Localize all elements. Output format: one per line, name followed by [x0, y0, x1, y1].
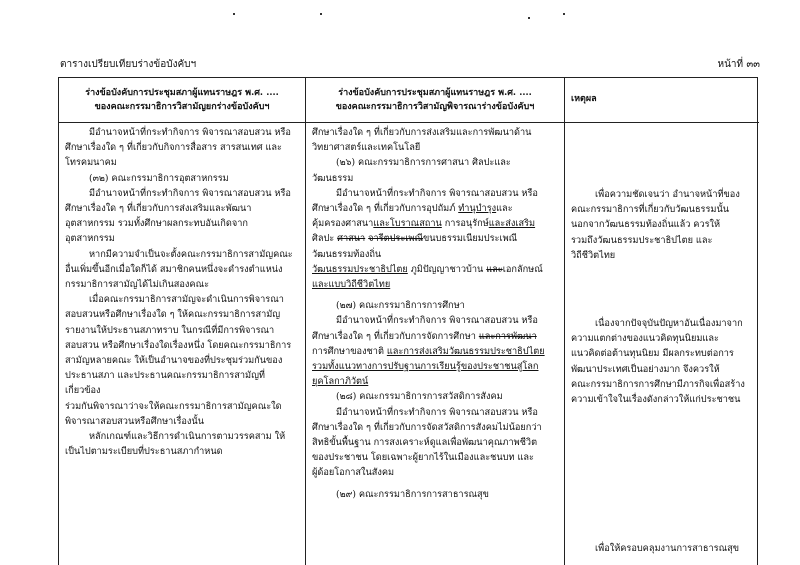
text-line: คุ้มครองศาสนาและโบราณสถาน การอนุรักษ์และส่งเสริม [312, 218, 536, 230]
column-header: ร่างข้อบังคับการประชุมสภาผู้แทนราษฎร พ.ศ. .... ของคณะกรรมาธิการวิสามัญพิจารณาร่างข้อบังคับฯ [306, 78, 564, 123]
text-line: นอกจากวัฒนธรรมท้องถิ่นแล้ว ควรให้ [571, 219, 721, 231]
page-header [60, 57, 760, 72]
column-review-committee [306, 78, 565, 565]
column-drafting-committee [59, 78, 306, 565]
text-line: ของประชาชน โดยเฉพาะผู้ยากไร้ในเมืองและชนบท และ [312, 452, 534, 464]
text-line: สามัญหลายคณะ ให้เป็นอำนาจของที่ประชุมร่วมกันของ [65, 355, 283, 367]
text-line: ศึกษาเรื่องใด ๆ ที่เกี่ยวกับการจัดการศึกษา และการพัฒนา [312, 330, 537, 342]
text-line: แนวคิดต่อต้านทุนนิยม มีผลกระทบต่อการ [571, 348, 734, 360]
text-line: หลักเกณฑ์และวิธีการดำเนินการตามวรรคสาม ให้ [89, 431, 286, 443]
text-line: วิถีชีวิตไทย [571, 249, 616, 261]
text-line: พิจารณาสอบสวนหรือศึกษาเรื่องนั้น [65, 415, 204, 427]
text-line: มีอำนาจหน้าที่กระทำกิจการ พิจารณาสอบสวน หรือ [89, 187, 291, 199]
text-line: เมื่อคณะกรรมาธิการสามัญจะดำเนินการพิจารณา [89, 294, 284, 306]
text-line: สอบสวน หรือศึกษาเรื่องใดเรื่องหนึ่ง โดยคณะกรรมาธิการ [65, 339, 292, 351]
column-body [59, 123, 305, 459]
scan-speck [233, 13, 235, 15]
comparison-table [58, 77, 758, 565]
scan-speck [528, 17, 530, 19]
text-line: วิทยาศาสตร์และเทคโนโลยี [312, 142, 421, 154]
text-line: (๒๙) คณะกรรมาธิการการสาธารณสุข [336, 488, 489, 500]
text-line: ร่วมกันพิจารณาว่าจะให้คณะกรรมาธิการสามัญคณะใด [65, 400, 282, 412]
text-line: รายงานให้ประธานสภาทราบ ในกรณีที่มีการพิจารณา [65, 324, 275, 336]
text-line: การศึกษาของชาติ และการส่งเสริมวัฒนธรรมประชาธิปไตย [312, 345, 545, 357]
text-line: ศึกษาเรื่องใด ๆ ที่เกี่ยวกับการส่งเสริมและพัฒนา [65, 203, 252, 215]
text-line: ประธานสภา และประธานคณะกรรมาธิการสามัญที่เกี่ยวข้อง [65, 370, 265, 397]
text-line: พัฒนาประเทศเป็นอย่างมาก จึงควรให้ [571, 363, 720, 375]
column-reasons [565, 78, 759, 565]
text-line: สอบสวนหรือศึกษาเรื่องใด ๆ ให้คณะกรรมาธิการสามัญ [65, 309, 281, 321]
text-line: เพื่อความชัดเจนว่า อำนาจหน้าที่ของ [595, 189, 740, 200]
text-line: และแบบวิถีชีวิตไทย [312, 279, 391, 291]
text-line: คณะกรรมาธิการที่เกี่ยวกับวัฒนธรรมนั้น [571, 204, 730, 216]
text-line: เนื่องจากปัจจุบันปัญหาอันเนื่องมาจาก [595, 318, 743, 330]
page-number: หน้าที่ ๓๓ [717, 59, 760, 70]
scan-speck [563, 13, 565, 15]
text-line: ศึกษาเรื่องใด ๆ ที่เกี่ยวกับการส่งเสริมและการพัฒนาด้าน [312, 127, 532, 138]
column-header: เหตุผล [565, 78, 759, 123]
text-line: ความแตกต่างของแนวคิดทุนนิยมและ [571, 333, 719, 345]
text-line: หากมีความจำเป็นจะตั้งคณะกรรมาธิการสามัญคณะ [89, 248, 293, 260]
column-header: ร่างข้อบังคับการประชุมสภาผู้แทนราษฎร พ.ศ. .... ของคณะกรรมาธิการวิสามัญยกร่างข้อบังคับฯ [59, 78, 305, 123]
text-line: โทรคมนาคม [65, 157, 117, 169]
text-line: คณะกรรมาธิการการศึกษามีภารกิจเพื่อสร้าง [571, 378, 745, 390]
text-line: ศึกษาเรื่องใด ๆ ที่เกี่ยวกับการจัดสวัสดิการสังคมไม่น้อยกว่า [312, 421, 542, 433]
text-line: วัฒนธรรมประชาธิปไตย ภูมิปัญญาชาวบ้าน และเอกลักษณ์ [312, 263, 543, 275]
text-line: อุตสาหกรรม รวมทั้งศึกษาผลกระทบอันเกิดจาก [65, 218, 248, 230]
text-line: มีอำนาจหน้าที่กระทำกิจการ พิจารณาสอบสวน หรือ [336, 315, 538, 327]
text-line: รวมทั้งแนวทางการปรับฐานการเรียนรู้ของประชาชนสู่โลก [312, 361, 539, 373]
text-line: ความเข้าใจในเรื่องดังกล่าวให้แก่ประชาชน [571, 394, 741, 406]
text-line: วัฒนธรรม [312, 172, 354, 184]
text-line: ยุคโลกาภิวัตน์ [312, 376, 369, 388]
text-line: (๒๖) คณะกรรมาธิการการศาสนา ศิลปะและ [336, 157, 511, 169]
text-line: (๒๘) คณะกรรมาธิการการสวัสดิการสังคม [336, 391, 503, 403]
column-body [306, 123, 564, 502]
text-line: ผู้ด้อยโอกาสในสังคม [312, 467, 395, 479]
text-line: เพื่อให้ครอบคลุมงานการสาธารณสุข [595, 543, 739, 555]
document-title: ตารางเปรียบเทียบร่างข้อบังคับฯ [60, 59, 197, 70]
text-line: (๒๗) คณะกรรมาธิการการศึกษา [336, 300, 465, 312]
text-line: เป็นไปตามระเบียบที่ประธานสภากำหนด [65, 446, 223, 458]
text-line: รวมถึงวัฒนธรรมประชาธิปไตย และ [571, 234, 713, 246]
text-line: (๓๒) คณะกรรมาธิการอุตสาหกรรม [89, 172, 229, 184]
text-line: ศึกษาเรื่องใด ๆ ที่เกี่ยวกับการอุปถัมภ์ ทำนุบำรุงและ [312, 203, 513, 215]
text-line: มีอำนาจหน้าที่กระทำกิจการ พิจารณาสอบสวน หรือ [89, 127, 291, 138]
text-line: มีอำนาจหน้าที่กระทำกิจการ พิจารณาสอบสวน หรือ [336, 187, 538, 199]
text-line: สิทธิขั้นพื้นฐาน การสงเคราะห์ดูแลเพื่อพัฒนาคุณภาพชีวิต [312, 437, 538, 449]
column-body [565, 123, 759, 556]
text-line: ศึกษาเรื่องใด ๆ ที่เกี่ยวกับกิจการสื่อสาร สารสนเทศ และ [65, 142, 282, 154]
text-line: อื่นเพิ่มขึ้นอีกเมื่อใดก็ได้ สมาชิกคนหนึ่งจะดำรงตำแหน่ง [65, 263, 283, 275]
text-line: ศิลปะ ศาสนา จารีตประเพณีขนบธรรมเนียมประเพณี วัฒนธรรมท้องถิ่น [312, 233, 518, 260]
text-line: อุตสาหกรรม [65, 233, 115, 245]
text-line: กรรมาธิการสามัญได้ไม่เกินสองคณะ [65, 279, 210, 291]
text-line: มีอำนาจหน้าที่กระทำกิจการ พิจารณาสอบสวน หรือ [336, 406, 538, 418]
scan-speck [320, 13, 322, 15]
